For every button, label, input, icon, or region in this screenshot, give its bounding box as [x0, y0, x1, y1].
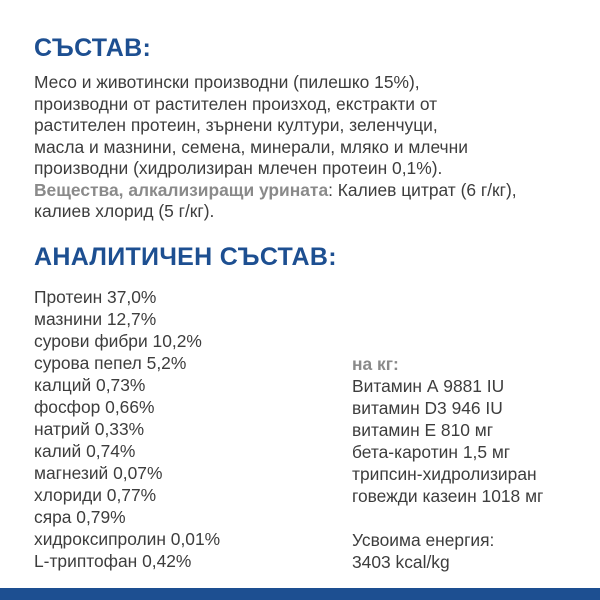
additives-line	[34, 180, 594, 202]
vitamin-item: говежди казеин 1018 мг	[352, 486, 544, 506]
analytical-heading: АНАЛИТИЧЕН СЪСТАВ:	[34, 243, 337, 271]
composition-line: производни от растителен произход, екстракти от	[34, 93, 438, 114]
analytical-item: сурова пепел 5,2%	[34, 353, 187, 373]
analytical-item: Протеин 37,0%	[34, 287, 157, 307]
composition-line: масла и мазнини, семена, минерали, мляко и млечни	[34, 136, 468, 157]
composition-line: Месо и животински производни (пилешко 15%),	[34, 72, 420, 92]
composition-paragraph	[34, 72, 594, 223]
vitamin-item: бета-каротин 1,5 мг	[352, 442, 511, 462]
additives-line-2: калиев хлорид (5 г/кг).	[34, 201, 215, 221]
energy-value: 3403 kcal/kg	[352, 552, 450, 572]
analytical-item: магнезий 0,07%	[34, 463, 163, 483]
per-kg-label: на кг:	[352, 354, 399, 374]
analytical-item: калций 0,73%	[34, 375, 146, 395]
analytical-item: калий 0,74%	[34, 441, 136, 461]
per-kg-block	[352, 353, 543, 573]
analytical-item: натрий 0,33%	[34, 419, 145, 439]
analytical-item: сурови фибри 10,2%	[34, 331, 202, 351]
additives-text: : Калиев цитрат (6 г/кг),	[328, 179, 517, 200]
additives-label: Вещества, алкализиращи урината	[34, 179, 329, 200]
composition-heading: СЪСТАВ:	[34, 34, 152, 62]
analytical-item: хидроксипролин 0,01%	[34, 529, 221, 549]
vitamin-item: трипсин-хидролизиран	[352, 464, 537, 484]
vitamin-item: Витамин А 9881 IU	[352, 376, 505, 396]
analytical-item: сяра 0,79%	[34, 507, 126, 527]
vitamin-item: витамин Е 810 мг	[352, 420, 494, 440]
analytical-item: хлориди 0,77%	[34, 485, 157, 505]
composition-line: растителен протеин, зърнени култури, зеленчуци,	[34, 115, 438, 135]
analytical-item: фосфор 0,66%	[34, 397, 155, 417]
bottom-brand-bar	[0, 588, 600, 600]
analytical-item: мазнини 12,7%	[34, 309, 157, 329]
analytical-list	[34, 286, 220, 572]
energy-label: Усвоима енергия:	[352, 530, 495, 550]
spacer	[352, 507, 543, 529]
analytical-item: L-триптофан 0,42%	[34, 551, 192, 571]
composition-line: производни (хидролизиран млечен протеин 0,1%).	[34, 158, 443, 178]
vitamin-item: витамин D3 946 IU	[352, 398, 503, 418]
